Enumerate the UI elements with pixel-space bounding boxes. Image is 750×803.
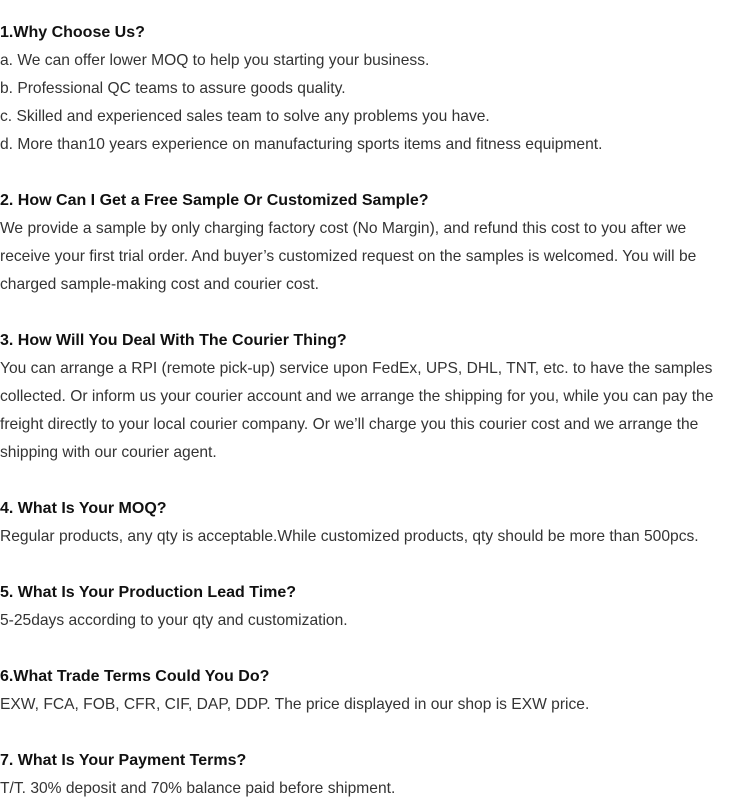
section-spacer (0, 551, 750, 579)
faq-answer-line: EXW, FCA, FOB, CFR, CIF, DAP, DDP. The price displayed in our shop is EXW price. (0, 696, 590, 713)
faq-section-why-choose-us (0, 19, 750, 159)
faq-question: 5. What Is Your Production Lead Time? (0, 584, 297, 601)
faq-section-courier (0, 327, 750, 467)
section-spacer (0, 719, 750, 747)
faq-answer-line: c. Skilled and experienced sales team to solve any problems you have. (0, 108, 490, 125)
faq-document (0, 19, 750, 803)
faq-section-trade-terms (0, 663, 750, 719)
faq-section-lead-time (0, 579, 750, 635)
faq-question: 7. What Is Your Payment Terms? (0, 752, 247, 769)
faq-answer-line: collected. Or inform us your courier account and we arrange the shipping for you, while you can pay the (0, 388, 714, 405)
faq-question: 6.What Trade Terms Could You Do? (0, 668, 270, 685)
faq-question: 1.Why Choose Us? (0, 24, 145, 41)
section-spacer (0, 467, 750, 495)
faq-answer-line: shipping with our courier agent. (0, 444, 217, 461)
faq-question: 2. How Can I Get a Free Sample Or Customized Sample? (0, 192, 429, 209)
faq-answer-line: We provide a sample by only charging factory cost (No Margin), and refund this cost to you after we (0, 220, 687, 237)
section-spacer (0, 635, 750, 663)
section-spacer (0, 159, 750, 187)
faq-answer-line: d. More than10 years experience on manufacturing sports items and fitness equipment. (0, 136, 603, 153)
faq-answer-line: T/T. 30% deposit and 70% balance paid before shipment. (0, 780, 396, 797)
faq-answer-line: You can arrange a RPI (remote pick-up) service upon FedEx, UPS, DHL, TNT, etc. to have the samples (0, 360, 713, 377)
faq-answer-line: charged sample-making cost and courier cost. (0, 276, 319, 293)
faq-question: 3. How Will You Deal With The Courier Thing? (0, 332, 347, 349)
faq-answer-line: freight directly to your local courier company. Or we’ll charge you this courier cost and we arrange the (0, 416, 699, 433)
faq-answer-line: Regular products, any qty is acceptable.While customized products, qty should be more than 500pcs. (0, 528, 699, 545)
faq-section-payment-terms (0, 747, 750, 803)
section-spacer (0, 299, 750, 327)
faq-answer-line: receive your first trial order. And buyer’s customized request on the samples is welcomed. You will be (0, 248, 697, 265)
faq-section-moq (0, 495, 750, 551)
faq-answer-line: a. We can offer lower MOQ to help you starting your business. (0, 52, 430, 69)
faq-answer-line: b. Professional QC teams to assure goods quality. (0, 80, 346, 97)
faq-section-free-sample (0, 187, 750, 299)
faq-answer-line: 5-25days according to your qty and customization. (0, 612, 348, 629)
faq-question: 4. What Is Your MOQ? (0, 500, 167, 517)
